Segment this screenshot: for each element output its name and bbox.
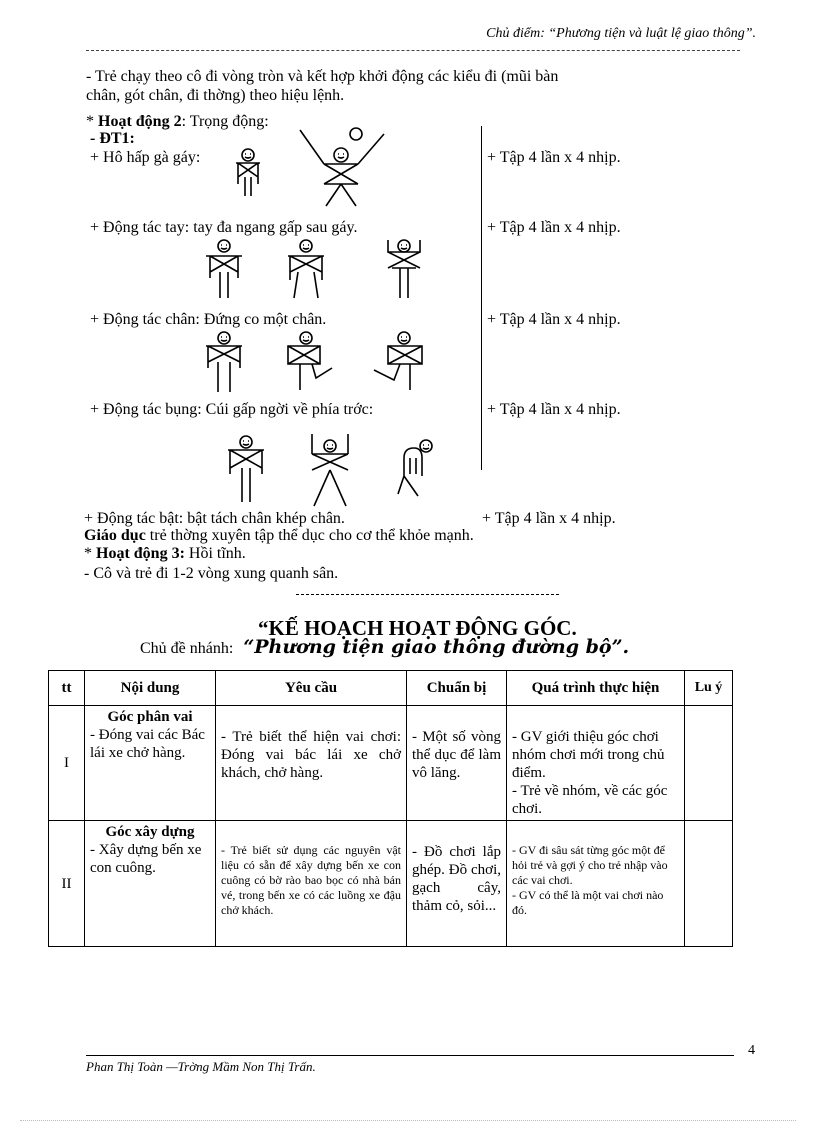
stick-figure-legs-1	[204, 332, 244, 392]
repetition-1: + Tập 4 lần x 4 nhịp.	[487, 149, 621, 166]
note-cell	[685, 821, 733, 947]
section-separator	[296, 594, 559, 595]
plan-subtopic	[140, 636, 629, 658]
activity-2-heading	[86, 113, 269, 131]
requirement-cell: - Trẻ biết thể hiện vai chơi: Đóng vai bác lái xe chở khách, chở hàng.	[216, 706, 407, 821]
subtopic-label: Chủ đề nhánh:	[140, 640, 234, 657]
activity-2-text: : Trọng động:	[181, 113, 269, 130]
bullet: *	[86, 113, 98, 130]
activity-3-heading	[84, 545, 246, 563]
repetition-3: + Tập 4 lần x 4 nhịp.	[487, 311, 621, 328]
exercise-abdomen: + Động tác bụng: Cúi gấp ngời về phía trớc:	[90, 401, 374, 418]
column-header: tt	[49, 671, 85, 706]
page-bottom-edge	[20, 1120, 796, 1121]
header-divider	[86, 50, 740, 51]
corner-content: - Xây dựng bến xe con cuông.	[90, 842, 202, 876]
corner-title: Góc phân vai	[107, 709, 193, 725]
note-cell	[685, 706, 733, 821]
stick-figure-breathing-1	[226, 146, 270, 196]
footer-author: Phan Thị Toàn —Trờng Mầm Non Thị Trấn.	[86, 1059, 316, 1074]
table-row	[49, 706, 733, 821]
row-index: II	[49, 821, 85, 947]
stick-figure-breathing-2	[296, 124, 388, 210]
education-note	[84, 527, 474, 545]
process-cell: - GV đi sâu sát từng góc một để hỏi trẻ và gợi ý cho trẻ nhập vào các vai chơi. - GV có thể là một vai chơi nào đó.	[507, 821, 685, 947]
column-header: Chuẩn bị	[407, 671, 507, 706]
header-topic: Chủ điểm: “Phương tiện và luật lệ giao thông”.	[486, 26, 756, 41]
column-header: Quá trình thực hiện	[507, 671, 685, 706]
repetition-4: + Tập 4 lần x 4 nhịp.	[487, 401, 621, 418]
column-header: Nội dung	[85, 671, 216, 706]
stick-figure-legs-3	[370, 332, 424, 392]
activity-3-line: - Cô và trẻ đi 1-2 vòng xung quanh sân.	[84, 565, 339, 582]
exercise-legs: + Động tác chân: Đứng co một chân.	[90, 311, 327, 328]
exercise-group-label: - ĐT1:	[90, 130, 135, 147]
education-text: trẻ thờng xuyên tập thể dục cho cơ thể khỏe mạnh.	[145, 527, 474, 544]
stick-figure-abdomen-1	[226, 436, 266, 502]
content-cell	[85, 821, 216, 947]
bullet: *	[84, 545, 96, 562]
table-row	[49, 821, 733, 947]
footer-divider	[86, 1055, 734, 1056]
stick-figure-arms-1	[204, 240, 244, 298]
repetition-2: + Tập 4 lần x 4 nhịp.	[487, 219, 621, 236]
corner-title: Góc xây dựng	[105, 824, 195, 840]
preparation-cell: - Đồ chơi lắp ghép. Đồ chơi, gạch cây, thảm cỏ, sỏi...	[407, 821, 507, 947]
column-header: Lu ý	[685, 671, 733, 706]
stick-figure-abdomen-2	[306, 432, 352, 506]
exercise-jump: + Động tác bật: bật tách chân khép chân.	[84, 510, 345, 527]
content-cell	[85, 706, 216, 821]
repetition-5: + Tập 4 lần x 4 nhịp.	[482, 510, 616, 527]
stick-figure-abdomen-3	[392, 438, 434, 498]
education-label: Giáo dục	[84, 527, 146, 544]
activity-plan-table	[48, 670, 733, 947]
exercise-arms: + Động tác tay: tay đa ngang gấp sau gáy.	[90, 219, 358, 236]
stick-figure-arms-2	[286, 240, 326, 298]
column-divider	[481, 126, 482, 470]
activity-3-text: Hồi tĩnh.	[184, 545, 246, 562]
stick-figure-arms-3	[384, 240, 424, 298]
stick-figure-legs-2	[286, 332, 334, 392]
requirement-cell: - Trẻ biết sử dụng các nguyên vật liệu có sẵn để xây dựng bến xe con cuông có bờ rào bao bọc có nhà bán vé, trong bến xe có các luồng xe đậu chở khách.	[216, 821, 407, 947]
row-index: I	[49, 706, 85, 821]
subtopic-value: “Phương tiện giao thông đường bộ”.	[243, 636, 630, 658]
activity-3-label: Hoạt động 3:	[96, 545, 185, 562]
page-number: 4	[748, 1043, 755, 1058]
process-cell: - GV giới thiệu góc chơi nhóm chơi mới trong chủ điểm. - Trẻ về nhóm, về các góc chơi.	[507, 706, 685, 821]
column-header: Yêu cầu	[216, 671, 407, 706]
preparation-cell: - Một số vòng thể dục để làm vô lăng.	[407, 706, 507, 821]
intro-line-1: - Trẻ chạy theo cô đi vòng tròn và kết hợp khởi động các kiểu đi (mũi bàn	[86, 68, 559, 85]
table-header-row	[49, 671, 733, 706]
intro-line-2: chân, gót chân, đi thờng) theo hiệu lệnh.	[86, 87, 345, 104]
plan-title: “KẾ HOẠCH HOẠT ĐỘNG GÓC.	[258, 616, 577, 640]
activity-2-label: Hoạt động 2	[98, 113, 182, 130]
exercise-breathing: + Hô hấp gà gáy:	[90, 149, 201, 166]
corner-content: - Đóng vai các Bác lái xe chở hàng.	[90, 727, 205, 761]
